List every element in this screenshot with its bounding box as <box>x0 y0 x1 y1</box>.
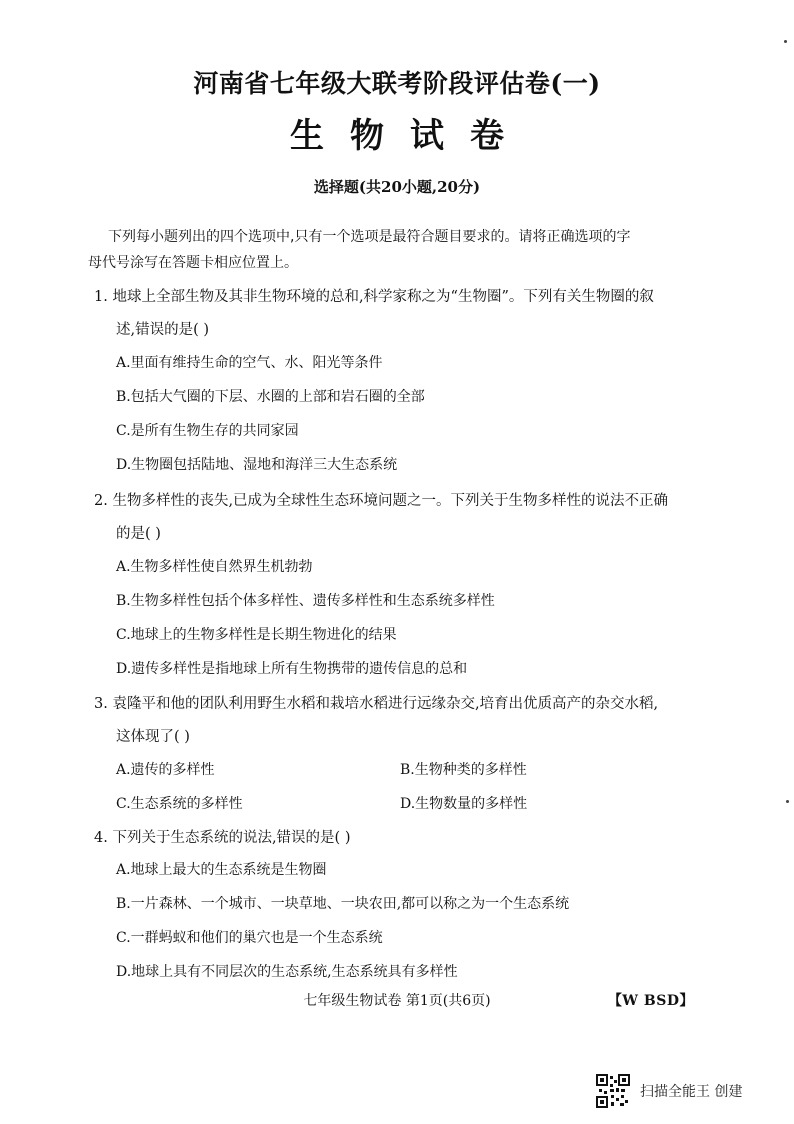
question-2-option-c: C.地球上的生物多样性是长期生物进化的结果 <box>116 627 397 643</box>
question-2-stem-line-2: 的是( ) <box>116 526 161 542</box>
question-1-option-c: C.是所有生物生存的共同家园 <box>116 423 299 439</box>
question-4-option-a: A.地球上最大的生态系统是生物圈 <box>116 862 327 878</box>
question-4-option-c: C.一群蚂蚁和他们的巢穴也是一个生态系统 <box>116 930 383 946</box>
question-1-option-d: D.生物圈包括陆地、湿地和海洋三大生态系统 <box>116 457 398 473</box>
scanner-watermark-text: 扫描全能王 创建 <box>640 1084 743 1100</box>
qr-code-icon <box>596 1074 630 1108</box>
instructions-line-2: 母代号涂写在答题卡相应位置上。 <box>88 255 298 271</box>
question-1-option-b: B.包括大气圈的下层、水圈的上部和岩石圈的全部 <box>116 389 425 405</box>
section-heading: 选择题(共20小题,20分) <box>313 178 481 196</box>
exam-title: 河南省七年级大联考阶段评估卷(一) <box>193 69 601 98</box>
question-4-option-d: D.地球上具有不同层次的生态系统,生态系统具有多样性 <box>116 964 458 980</box>
question-3-option-a: A.遗传的多样性 <box>116 762 215 778</box>
scan-speck <box>784 40 787 43</box>
question-3-option-c: C.生态系统的多样性 <box>116 796 243 812</box>
question-2-option-a: A.生物多样性使自然界生机勃勃 <box>116 559 313 575</box>
question-4-option-b: B.一片森林、一个城市、一块草地、一块农田,都可以称之为一个生态系统 <box>116 896 570 912</box>
question-2-option-b: B.生物多样性包括个体多样性、遗传多样性和生态系统多样性 <box>116 593 495 609</box>
instructions <box>88 224 708 276</box>
instructions-line-1: 下列每小题列出的四个选项中,只有一个选项是最符合题目要求的。请将正确选项的字 <box>108 229 631 245</box>
question-3-option-d: D.生物数量的多样性 <box>400 796 528 812</box>
question-3-option-b: B.生物种类的多样性 <box>400 762 527 778</box>
page-footer: 七年级生物试卷 第1页(共6页) <box>303 993 491 1009</box>
question-3-stem-line-2: 这体现了( ) <box>116 729 190 745</box>
exam-subject: 生物试卷 <box>290 116 530 156</box>
scan-speck <box>786 800 789 803</box>
question-3-stem-line-1: 3. 袁隆平和他的团队利用野生水稻和栽培水稻进行远缘杂交,培育出优质高产的杂交水稻, <box>94 696 659 712</box>
question-1-stem-line-1: 1. 地球上全部生物及其非生物环境的总和,科学家称之为“生物圈”。下列有关生物圈的叙 <box>94 289 654 305</box>
question-1-option-a: A.里面有维持生命的空气、水、阳光等条件 <box>116 355 383 371</box>
edition-code: 【W BSD】 <box>607 993 694 1009</box>
question-1-stem-line-2: 述,错误的是( ) <box>116 322 210 338</box>
question-2-option-d: D.遗传多样性是指地球上所有生物携带的遗传信息的总和 <box>116 661 468 677</box>
question-2-stem-line-1: 2. 生物多样性的丧失,已成为全球性生态环境问题之一。下列关于生物多样性的说法不正确 <box>94 493 669 509</box>
question-4-stem-line-1: 4. 下列关于生态系统的说法,错误的是( ) <box>94 830 351 846</box>
